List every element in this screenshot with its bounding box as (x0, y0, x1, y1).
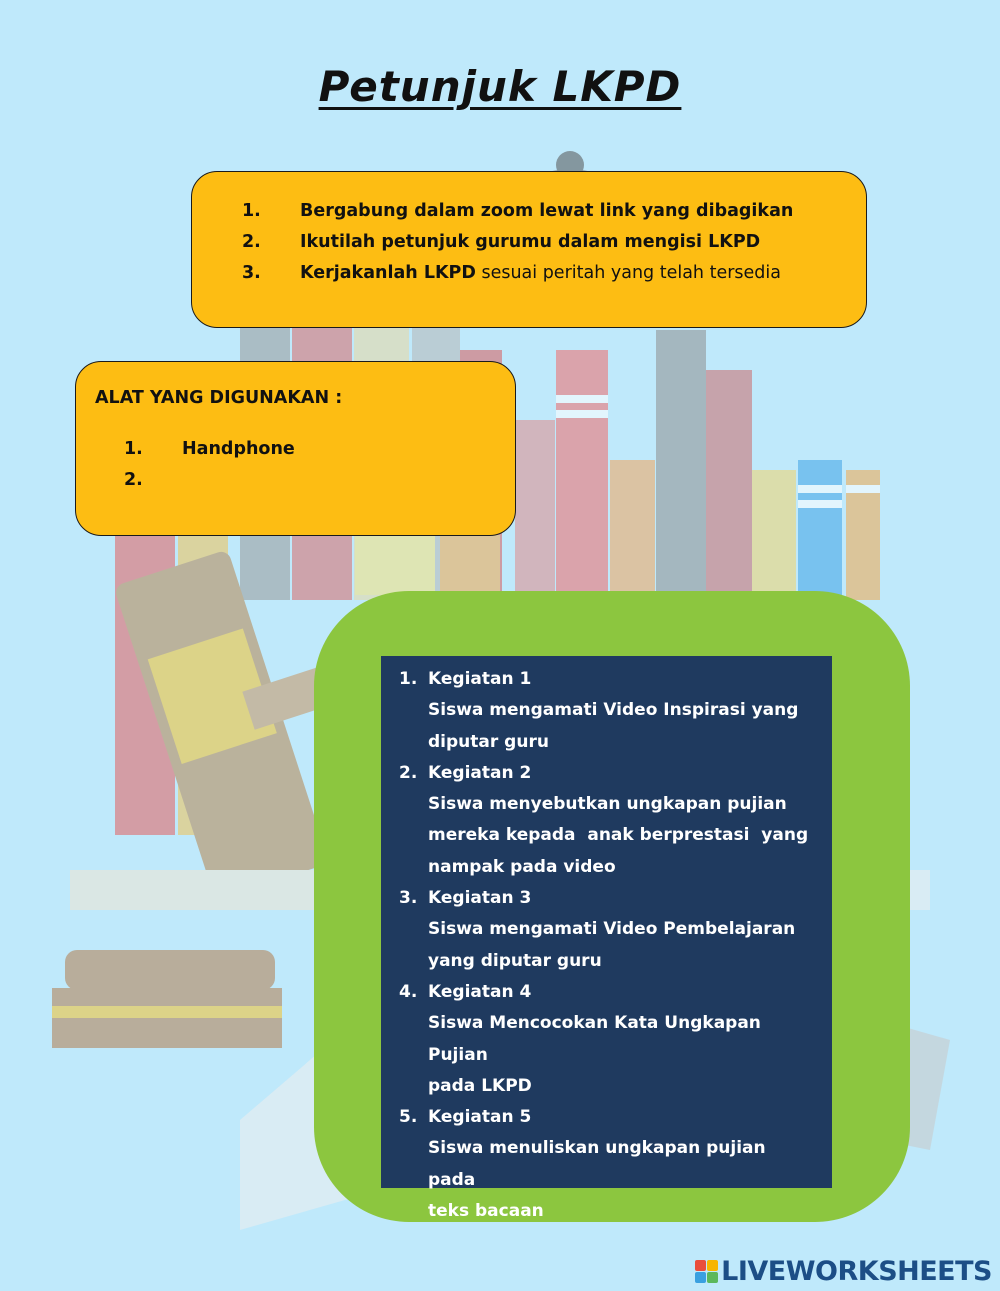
tools-title: ALAT YANG DIGUNAKAN : (95, 388, 343, 408)
activity-item: 2. Kegiatan 2 Siswa menyebutkan ungkapan pujian mereka kepada anak berprestasi yang nampak pada video (399, 758, 814, 883)
activity-desc-line: Siswa menyebutkan ungkapan pujian (428, 794, 787, 815)
gavel-base (70, 870, 320, 910)
liveworksheets-brand[interactable] (695, 1254, 992, 1288)
activity-title: Kegiatan 3 (428, 888, 532, 909)
book-spine (355, 535, 435, 595)
activity-desc-line: Siswa Mencocokan Kata Ungkapan Pujian (428, 1013, 761, 1065)
book-spine (440, 535, 500, 595)
activities-box (381, 656, 832, 1222)
activity-item: 4. Kegiatan 4 Siswa Mencocokan Kata Ungkapan Pujian pada LKPD (399, 977, 814, 1102)
activity-item: 3. Kegiatan 3 Siswa mengamati Video Pembelajaran yang diputar guru (399, 883, 814, 977)
activity-desc-line: nampak pada video (428, 856, 616, 877)
book-spine (556, 350, 608, 600)
activity-desc-line: Siswa mengamati Video Pembelajaran (428, 919, 796, 940)
book-spine (752, 470, 796, 600)
instruction-item: 1. Bergabung dalam zoom lewat link yang dibagikan (242, 201, 794, 221)
book-spine (515, 420, 555, 600)
book-spine (706, 370, 752, 600)
tool-item: 1. Handphone (124, 439, 295, 459)
book-spine (656, 330, 706, 600)
activity-title: Kegiatan 1 (428, 669, 532, 689)
tools-list (124, 434, 295, 496)
page-title: Petunjuk LKPD (318, 62, 682, 111)
instructions-box (191, 171, 867, 328)
activity-title: Kegiatan 5 (428, 1107, 532, 1128)
book-spine (610, 460, 655, 600)
liveworksheets-logo-icon (695, 1260, 718, 1283)
tools-box (75, 361, 516, 536)
activity-title: Kegiatan 2 (428, 762, 532, 783)
activity-item: 5. Kegiatan 5 Siswa menuliskan ungkapan pujian pada teks bacaan (399, 1102, 814, 1227)
brand-text: LIVEWORKSHEETS (721, 1255, 992, 1287)
instructions-list (242, 196, 793, 289)
activity-desc-line: Siswa mengamati Video Inspirasi yang (428, 700, 799, 721)
sound-block (65, 950, 275, 990)
activity-desc-line: pada LKPD (428, 1075, 532, 1096)
instruction-item: 3. Kerjakanlah LKPD sesuai peritah yang telah tersedia (242, 263, 781, 283)
book-spine (798, 460, 842, 600)
activity-desc-line: yang diputar guru (428, 950, 602, 971)
activity-desc-line: mereka kepada anak berprestasi yang (428, 825, 809, 846)
activity-title: Kegiatan 4 (428, 981, 532, 1002)
activity-desc-line: teks bacaan (428, 1201, 544, 1222)
tool-item: 2. (124, 470, 143, 490)
activity-item: 1. Kegiatan 1 Siswa mengamati Video Inspirasi yang diputar guru (399, 664, 814, 758)
instruction-item: 2. Ikutilah petunjuk gurumu dalam mengisi LKPD (242, 232, 761, 252)
activity-desc-line: diputar guru (428, 731, 549, 752)
activity-desc-line: Siswa menuliskan ungkapan pujian pada (428, 1138, 766, 1190)
